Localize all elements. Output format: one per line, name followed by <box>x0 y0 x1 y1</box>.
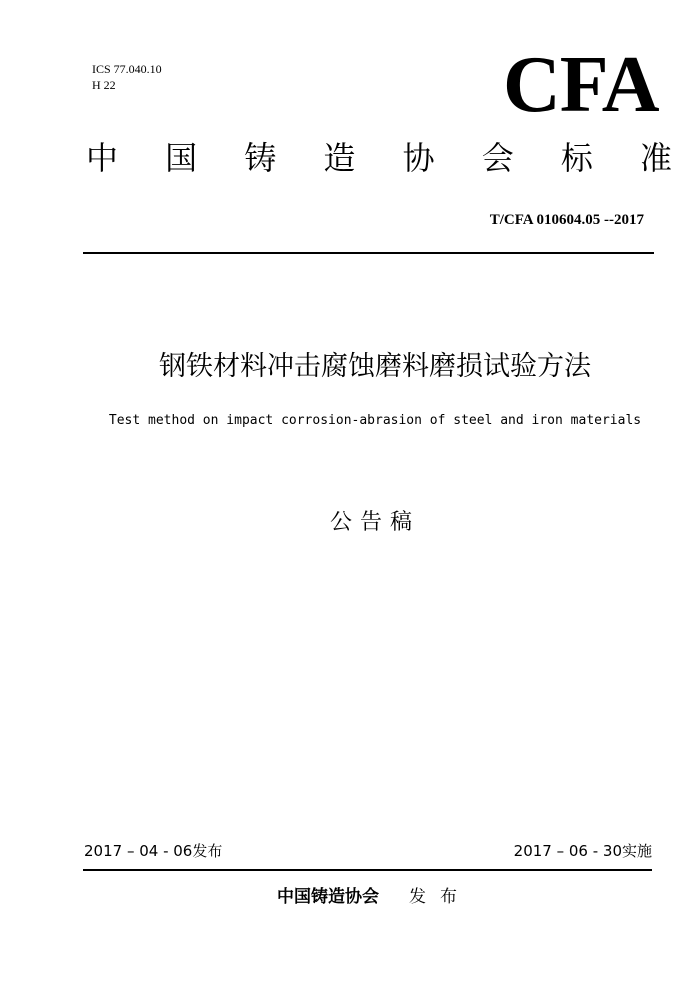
top-divider <box>83 252 654 254</box>
org-title-char: 造 <box>323 139 356 177</box>
org-title-char: 会 <box>481 139 514 177</box>
issue-date: 2017 – 04 - 06发布 <box>84 842 223 860</box>
org-title-char: 协 <box>402 139 435 177</box>
org-title-char: 准 <box>639 139 672 177</box>
title-english: Test method on impact corrosion-abrasion of steel and iron materials <box>108 413 642 428</box>
org-title-char: 国 <box>165 139 198 177</box>
publisher-action: 发布 <box>409 887 471 907</box>
title-chinese: 钢铁材料冲击腐蚀磨料磨损试验方法 <box>159 351 591 382</box>
org-title-char: 中 <box>86 139 119 177</box>
publisher-org: 中国铸造协会 <box>277 887 379 907</box>
publisher-line <box>277 884 471 910</box>
org-standard-title <box>86 136 672 180</box>
bottom-divider <box>83 869 652 871</box>
standard-number: T/CFA 010604.05 --2017 <box>489 212 644 228</box>
ccs-code: H 22 <box>92 78 116 92</box>
classification-codes <box>92 61 162 93</box>
ics-code: ICS 77.040.10 <box>92 62 162 76</box>
implementation-date: 2017 – 06 - 30实施 <box>513 842 652 860</box>
cfa-logo: CFA <box>503 41 659 129</box>
org-title-char: 铸 <box>244 139 277 177</box>
org-title-char: 标 <box>560 139 593 177</box>
draft-label: 公告稿 <box>329 510 420 535</box>
